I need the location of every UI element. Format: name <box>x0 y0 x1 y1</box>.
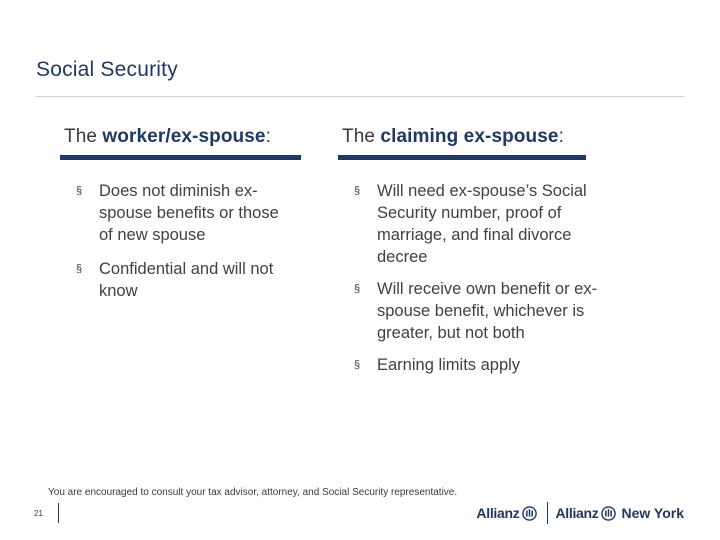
footer-logos <box>476 502 684 524</box>
allianz-logo <box>476 505 540 521</box>
brand-wordmark: Allianz <box>555 505 599 521</box>
heading-underline-worker <box>60 155 301 160</box>
bullet-marker: § <box>354 283 361 295</box>
bullet-marker: § <box>354 185 361 197</box>
footnote: You are encouraged to consult your tax advisor, attorney, and Social Security representative. <box>48 487 458 498</box>
bullet-text: Will receive own benefit or ex-spouse benefit, whichever is greater, but not both <box>377 280 598 342</box>
column-heading-claiming <box>342 126 564 148</box>
column-heading-worker <box>64 126 271 148</box>
allianz-new-york-logo <box>555 505 684 521</box>
allianz-eagle-icon <box>522 506 537 521</box>
column-heading-prefix: The <box>342 126 381 147</box>
brand-wordmark: Allianz <box>476 505 520 521</box>
page-number: 21 <box>34 509 43 518</box>
bullet-marker: § <box>76 185 83 197</box>
bullet-text: Earning limits apply <box>377 356 521 374</box>
heading-underline-claiming <box>338 155 586 160</box>
bullet-marker: § <box>354 359 361 371</box>
bullet-text: Will need ex-spouse’s Social Security number, proof of marriage, and final divorce decree <box>377 182 587 266</box>
column-heading-prefix: The <box>64 126 103 147</box>
bullet-text: Confidential and will not know <box>99 260 274 300</box>
bullet-item <box>354 180 622 268</box>
logo-separator <box>547 502 548 524</box>
page-number-divider <box>58 503 59 523</box>
bullet-item <box>354 278 622 344</box>
bullet-item <box>76 180 286 246</box>
bullet-text: Does not diminish ex-spouse benefits or those of new spouse <box>99 182 279 244</box>
column-heading-suffix: : <box>265 126 271 147</box>
bullet-item <box>76 258 286 302</box>
bullet-marker: § <box>76 263 83 275</box>
title-divider <box>36 96 684 97</box>
slide-title: Social Security <box>36 58 178 81</box>
column-heading-strong: claiming ex-spouse <box>380 126 559 147</box>
column-heading-suffix: : <box>558 126 564 147</box>
column-heading-strong: worker/ex-spouse <box>102 126 266 147</box>
brand-suffix: New York <box>621 505 684 521</box>
bullet-item <box>354 354 622 376</box>
allianz-eagle-icon <box>601 506 616 521</box>
